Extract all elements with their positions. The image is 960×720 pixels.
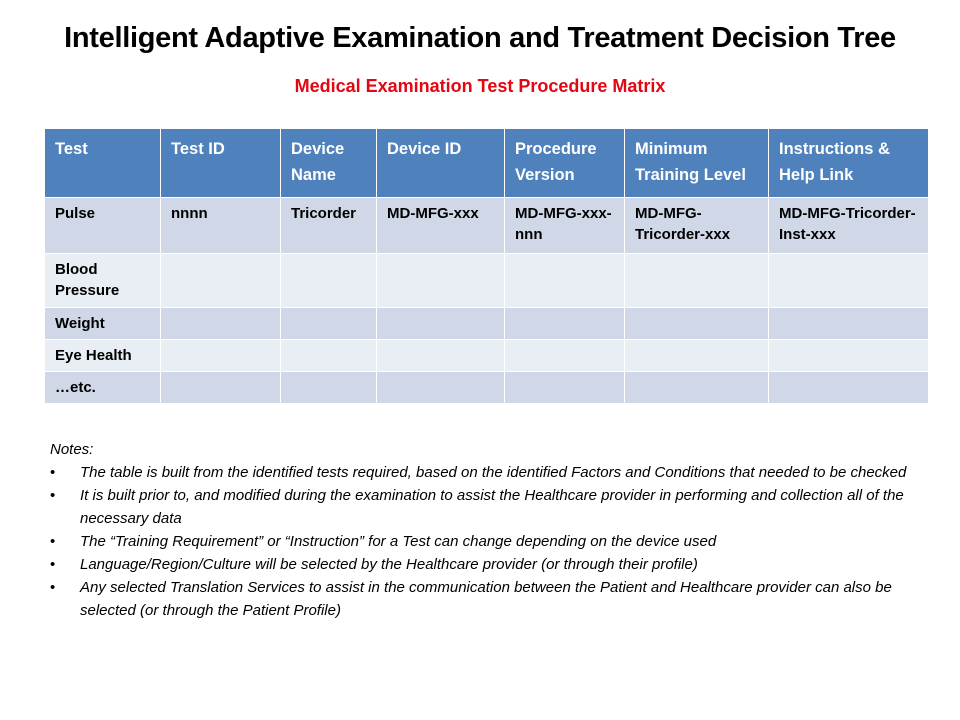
header-instructions-help-link: Instructions & Help Link — [769, 129, 929, 198]
header-minimum-training-level: Minimum Training Level — [625, 129, 769, 198]
header-device-name: Device Name — [281, 129, 377, 198]
table-cell: nnnn — [161, 198, 281, 254]
table-row — [45, 372, 929, 404]
table-cell — [769, 254, 929, 308]
table-cell: MD-MFG-Tricorder-Inst-xxx — [769, 198, 929, 254]
table-cell — [281, 254, 377, 308]
list-item — [50, 553, 930, 576]
table-cell — [281, 372, 377, 404]
bullet-icon: • — [50, 556, 56, 573]
header-test: Test — [45, 129, 161, 198]
note-text: It is built prior to, and modified during the examination to assist the Healthcare provider in performing and collection all of the necessary data — [80, 487, 904, 527]
table-cell — [625, 308, 769, 340]
table-cell — [625, 372, 769, 404]
table-cell: MD-MFG-xxx-nnn — [505, 198, 625, 254]
table-row — [45, 198, 929, 254]
bullet-icon: • — [50, 533, 56, 550]
table-cell — [505, 308, 625, 340]
table-header-row — [45, 129, 929, 198]
note-text: The “Training Requirement” or “Instruction” for a Test can change depending on the device used — [80, 533, 717, 550]
table-row — [45, 254, 929, 308]
table-cell: MD-MFG-Tricorder-xxx — [625, 198, 769, 254]
table-cell — [281, 308, 377, 340]
notes-list — [50, 461, 930, 622]
list-item — [50, 530, 930, 553]
table-cell — [281, 340, 377, 372]
header-procedure-version: Procedure Version — [505, 129, 625, 198]
table-cell — [505, 372, 625, 404]
table-cell — [377, 308, 505, 340]
table-cell — [505, 340, 625, 372]
table-cell — [161, 372, 281, 404]
table-cell — [377, 340, 505, 372]
table-cell: Blood Pressure — [45, 254, 161, 308]
procedure-matrix-table — [44, 128, 929, 404]
table-cell — [161, 254, 281, 308]
note-text: Any selected Translation Services to assist in the communication between the Patient and Healthcare provider can also be selected (or through the Patient Profile) — [80, 579, 892, 619]
table-cell — [161, 308, 281, 340]
header-device-id: Device ID — [377, 129, 505, 198]
table-cell — [377, 372, 505, 404]
bullet-icon: • — [50, 579, 56, 596]
table-cell — [769, 372, 929, 404]
list-item — [50, 484, 930, 530]
list-item — [50, 461, 930, 484]
bullet-icon: • — [50, 487, 56, 504]
table-cell: …etc. — [45, 372, 161, 404]
table-cell — [505, 254, 625, 308]
table-cell — [625, 254, 769, 308]
table-cell — [625, 340, 769, 372]
table-cell: Pulse — [45, 198, 161, 254]
notes-heading: Notes: — [50, 441, 94, 458]
notes-section — [50, 438, 930, 622]
table-cell — [769, 340, 929, 372]
table-cell — [377, 254, 505, 308]
table-row — [45, 340, 929, 372]
note-text: The table is built from the identified tests required, based on the identified Factors and Conditions that needed to be checked — [80, 464, 907, 481]
table-cell: Tricorder — [281, 198, 377, 254]
table-cell: Weight — [45, 308, 161, 340]
bullet-icon: • — [50, 464, 56, 481]
header-test-id: Test ID — [161, 129, 281, 198]
table-cell — [161, 340, 281, 372]
page-title: Intelligent Adaptive Examination and Treatment Decision Tree — [64, 22, 896, 54]
list-item — [50, 576, 930, 622]
table-row — [45, 308, 929, 340]
table-cell: MD-MFG-xxx — [377, 198, 505, 254]
table-cell — [769, 308, 929, 340]
table-cell: Eye Health — [45, 340, 161, 372]
note-text: Language/Region/Culture will be selected by the Healthcare provider (or through their profile) — [80, 556, 698, 573]
page-subtitle: Medical Examination Test Procedure Matrix — [294, 76, 666, 96]
